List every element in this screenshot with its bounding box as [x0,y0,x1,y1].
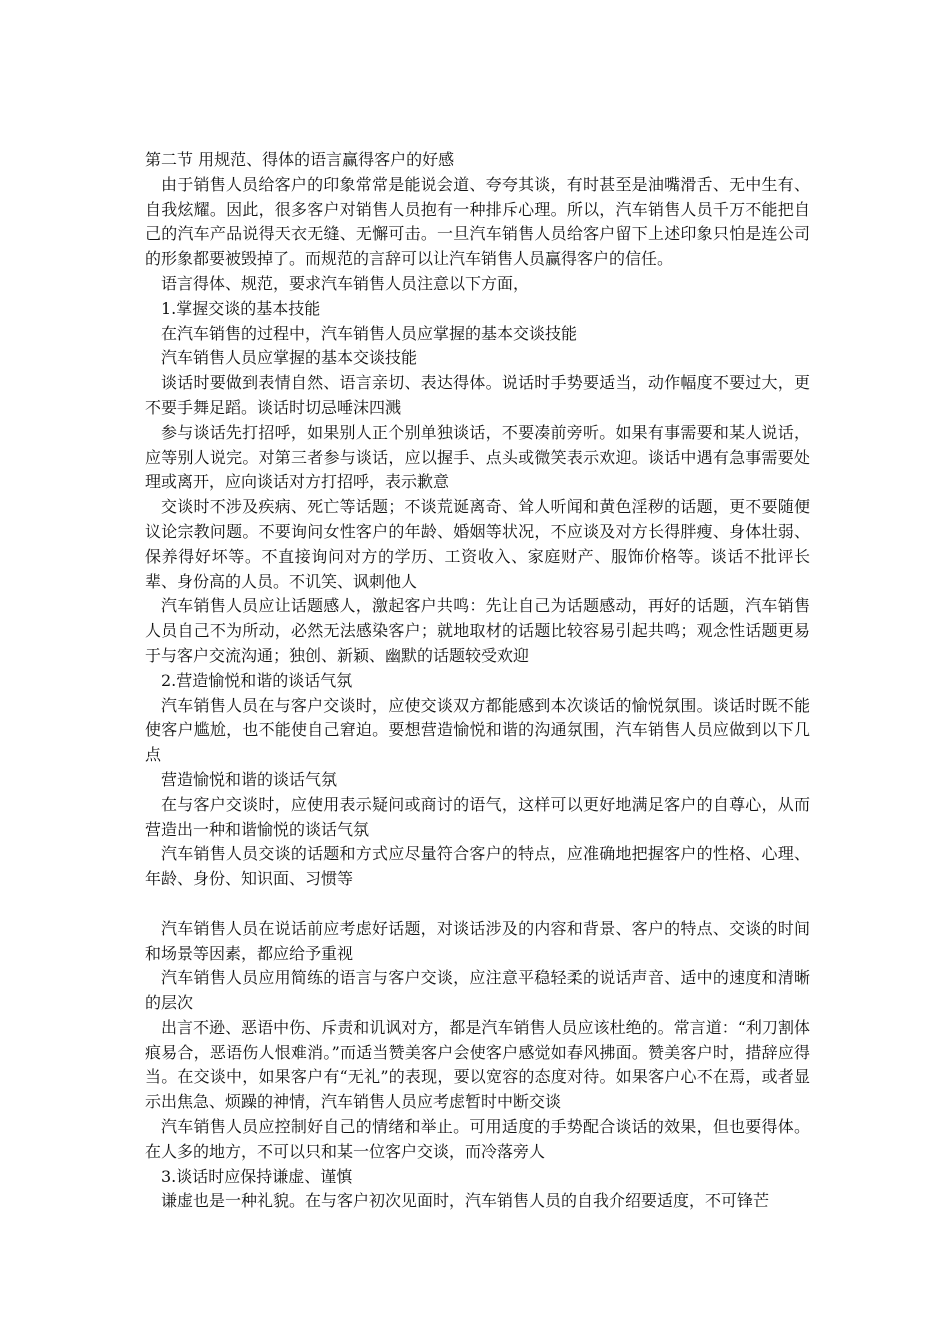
paragraph: 汽车销售人员应掌握的基本交谈技能 [161,348,418,368]
paragraph: 汽车销售人员应用简练的语言与客户交谈，应注意平稳轻柔的说话声音、适中的速度和清晰的层次 [145,968,810,1013]
paragraph: 在与客户交谈时，应使用表示疑问或商讨的语气，这样可以更好地满足客户的自尊心，从而营造出一种和谐愉悦的谈话气氛 [145,794,810,839]
paragraph: 出言不逊、恶语中伤、斥责和讥讽对方，都是汽车销售人员应该杜绝的。常言道：“利刀割体痕易合，恶语伤人恨难消。”而适当赞美客户会使客户感觉如春风拂面。赞美客户时，措辞应得当。在交谈中，如果客户有“无礼”的表现，要以宽容的态度对待。如果客户心不在焉，或者显示出焦急、烦躁的神情，汽车销售人员应考虑暂时中断交谈 [145,1017,810,1112]
paragraph: 在汽车销售的过程中，汽车销售人员应掌握的基本交谈技能 [161,323,578,343]
paragraph: 汽车销售人员在与客户交谈时，应使交谈双方都能感到本次谈话的愉悦氛围。谈话时既不能使客户尴尬，也不能使自己窘迫。要想营造愉悦和谐的沟通氛围，汽车销售人员应做到以下几点 [145,695,810,765]
paragraph: 汽车销售人员应控制好自己的情绪和举止。可用适度的手势配合谈话的效果，但也要得体。在人多的地方，不可以只和某一位客户交谈，而冷落旁人 [145,1117,810,1161]
blank-line [145,892,810,917]
paragraph: 谈话时要做到表情自然、语言亲切、表达得体。说话时手势要适当，动作幅度不要过大，更不要手舞足蹈。谈话时切忌唾沫四溅 [145,373,810,417]
paragraph: 汽车销售人员应让话题感人，激起客户共鸣：先让自己为话题感动，再好的话题，汽车销售人员自己不为所动，必然无法感染客户；就地取材的话题比较容易引起共鸣；观念性话题更易于与客户交流沟通；独创、新颖、幽默的话题较受欢迎 [145,596,810,665]
paragraph: 汽车销售人员在说话前应考虑好话题，对谈话涉及的内容和背景、客户的特点、交谈的时间和场景等因素，都应给予重视 [145,918,810,963]
paragraph: 营造愉悦和谐的谈话气氛 [161,769,338,789]
paragraph: 谦虚也是一种礼貌。在与客户初次见面时，汽车销售人员的自我介绍要适度，不可锋芒 [161,1191,770,1211]
paragraph: 语言得体、规范，要求汽车销售人员注意以下方面， [161,273,530,293]
subheading: 3.谈话时应保持谦虚、谨慎 [161,1166,353,1186]
paragraph: 汽车销售人员交谈的话题和方式应尽量符合客户的特点，应准确地把握客户的性格、心理、年龄、身份、知识面、习惯等 [145,844,810,889]
subheading: 1.掌握交谈的基本技能 [161,298,321,318]
section-heading: 第二节 用规范、得体的语言赢得客户的好感 [145,150,455,169]
subheading: 2.营造愉悦和谐的谈话气氛 [161,670,353,690]
paragraph: 由于销售人员给客户的印象常常是能说会道、夸夸其谈，有时甚至是油嘴滑舌、无中生有、自我炫耀。因此，很多客户对销售人员抱有一种排斥心理。所以，汽车销售人员千万不能把自己的汽车产品说得天衣无缝、无懈可击。一旦汽车销售人员给客户留下上述印象只怕是连公司的形象都要被毁掉了。而规范的言辞可以让汽车销售人员赢得客户的信任。 [145,174,810,269]
paragraph: 交谈时不涉及疾病、死亡等话题；不谈荒诞离奇、耸人听闻和黄色淫秽的话题，更不要随便议论宗教问题。不要询问女性客户的年龄、婚姻等状况，不应谈及对方长得胖瘦、身体壮弱、保养得好坏等。不直接询问对方的学历、工资收入、家庭财产、服饰价格等。谈话不批评长辈、身份高的人员。不讥笑、讽刺他人 [145,497,810,591]
document-body [145,148,810,1214]
paragraph: 参与谈话先打招呼，如果别人正个别单独谈话，不要凑前旁听。如果有事需要和某人说话，应等别人说完。对第三者参与谈话，应以握手、点头或微笑表示欢迎。谈话中遇有急事需要处理或离开，应向谈话对方打招呼，表示歉意 [145,422,810,492]
